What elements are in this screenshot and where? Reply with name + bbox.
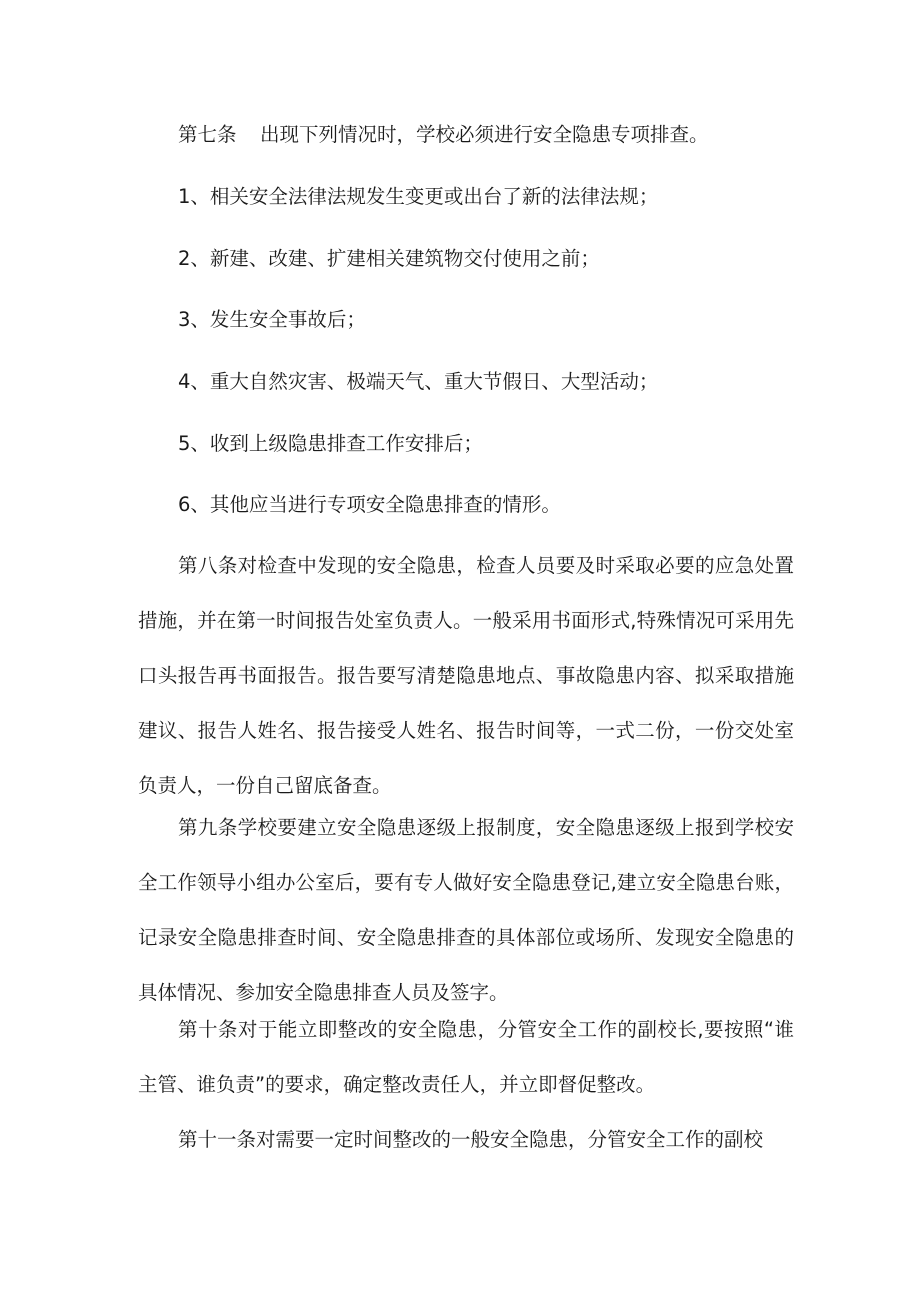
- article-8-paragraph: 第八条对检查中发现的安全隐患，检查人员要及时采取必要的应急处置措施，并在第一时间报告处室负责人。一般采用书面形式,特殊情况可采用先口头报告再书面报告。报告要写清楚隐患地点、事故隐患内容、拟采取措施建议、报告人姓名、报告接受人姓名、报告时间等，一式二份，一份交处室负责人，一份自己留底备查。: [138, 554, 794, 797]
- article-7-number: 第七条: [178, 123, 237, 146]
- list-item: 6、其他应当进行专项安全隐患排查的情形。: [178, 493, 561, 516]
- article-10-paragraph: 第十条对于能立即整改的安全隐患，分管安全工作的副校长,要按照“谁主管、谁负责”的要求，确定整改责任人，并立即督促整改。: [138, 1018, 794, 1096]
- article-9-paragraph: 第九条学校要建立安全隐患逐级上报制度，安全隐患逐级上报到学校安全工作领导小组办公室后，要有专人做好安全隐患登记,建立安全隐患台账，记录安全隐患排查时间、安全隐患排查的具体部位或场所、发现安全隐患的具体情况、参加安全隐患排查人员及签字。: [138, 816, 794, 1004]
- article-11-paragraph: 第十一条对需要一定时间整改的一般安全隐患，分管安全工作的副校: [177, 1128, 763, 1151]
- list-item: 2、新建、改建、扩建相关建筑物交付使用之前；: [178, 247, 600, 270]
- list-item: 3、发生安全事故后；: [178, 308, 366, 331]
- list-item: 1、相关安全法律法规发生变更或出台了新的法律法规；: [178, 185, 659, 208]
- article-7-heading: [178, 121, 709, 149]
- article-7-text: 出现下列情况时，学校必须进行安全隐患专项排查。: [260, 123, 709, 146]
- list-item: 4、重大自然灾害、极端天气、重大节假日、大型活动；: [178, 370, 659, 393]
- list-item: 5、收到上级隐患排查工作安排后；: [178, 432, 483, 455]
